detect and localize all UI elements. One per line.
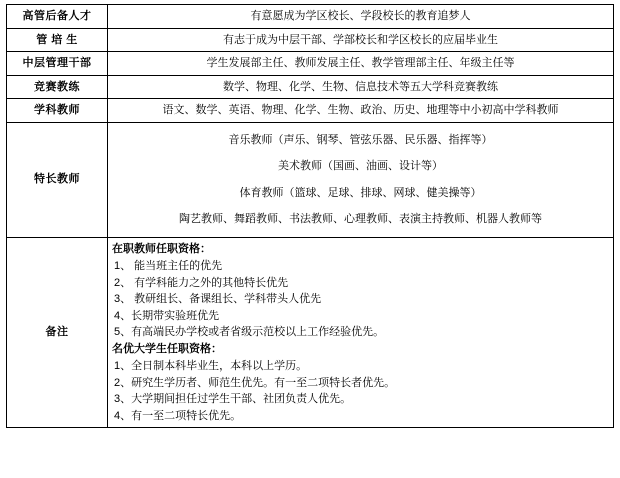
- notes-item: 4、长期带实验班优先: [114, 309, 220, 322]
- notes-item: 2、 有学科能力之外的其他特长优先: [114, 276, 289, 289]
- notes-content: [108, 237, 614, 428]
- row-value: 数学、物理、化学、生物、信息技术等五大学科竞赛教练: [108, 75, 614, 99]
- row-value: 有志于成为中层干部、学部校长和学区校长的应届毕业生: [108, 28, 614, 52]
- table-row: [7, 122, 614, 237]
- notes-label: 备注: [7, 237, 108, 428]
- table-row: [7, 52, 614, 76]
- row-value: 有意愿成为学区校长、学段校长的教育追梦人: [108, 5, 614, 29]
- notes-item: 1、全日制本科毕业生，本科以上学历。: [114, 360, 308, 372]
- row-value-line: 美术教师（国画、油画、设计等）: [278, 160, 443, 172]
- row-label: 管 培 生: [7, 28, 108, 52]
- row-value: 学生发展部主任、教师发展主任、教学管理部主任、年级主任等: [108, 52, 614, 76]
- row-value: 语文、数学、英语、物理、化学、生物、政治、历史、地理等中小初高中学科教师: [108, 99, 614, 123]
- row-label: 竞赛教练: [7, 75, 108, 99]
- notes-item: 2、研究生学历者、师范生优先。有一至二项特长者优先。: [114, 376, 396, 389]
- notes-item: 5、有高端民办学校或者省级示范校以上工作经验优先。: [114, 326, 385, 338]
- table-row: [7, 5, 614, 29]
- notes-item: 4、有一至二项特长优先。: [114, 409, 242, 422]
- table-row-notes: [7, 237, 614, 428]
- notes-section-title: 在职教师任职资格：: [112, 242, 211, 255]
- table-row: [7, 99, 614, 123]
- row-value-group: [108, 122, 614, 237]
- table-body: [7, 5, 614, 428]
- row-label: 中层管理干部: [7, 52, 108, 76]
- row-label: 高管后备人才: [7, 5, 108, 29]
- notes-item: 1、 能当班主任的优先: [114, 260, 223, 272]
- notes-item: 3、 教研组长、备课组长、学科带头人优先: [114, 293, 322, 305]
- table-row: [7, 75, 614, 99]
- notes-section-title: 名优大学生任职资格：: [112, 342, 222, 355]
- row-value-line: 陶艺教师、舞蹈教师、书法教师、心理教师、表演主持教师、机器人教师等: [179, 213, 542, 225]
- notes-item: 3、大学期间担任过学生干部、社团负责人优先。: [114, 393, 352, 405]
- recruitment-table: [6, 4, 614, 428]
- row-label: 学科教师: [7, 99, 108, 123]
- row-value-line: 体育教师（篮球、足球、排球、网球、健美操等）: [239, 186, 482, 199]
- row-label: 特长教师: [7, 122, 108, 237]
- table-row: [7, 28, 614, 52]
- row-value-line: 音乐教师（声乐、钢琴、管弦乐器、民乐器、指挥等）: [228, 133, 493, 146]
